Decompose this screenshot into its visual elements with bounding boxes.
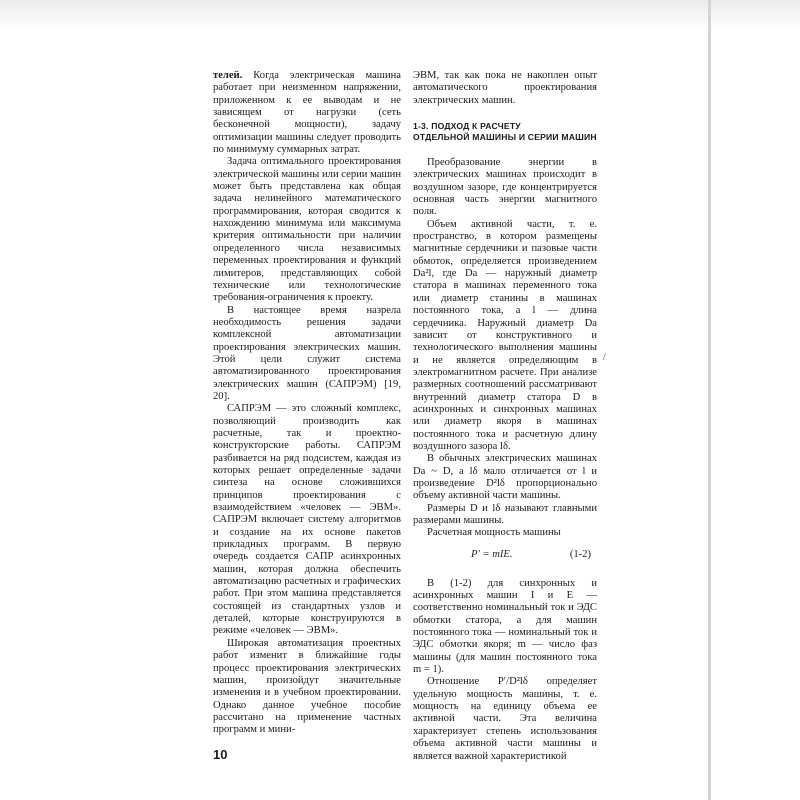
section-heading (413, 121, 597, 143)
paragraph-continuation: ЭВМ, так как пока не накоплен опыт автоматического проектирования электрических машин. (413, 70, 597, 106)
formula-expression: P′ = mIE. (471, 548, 513, 560)
paragraph: Расчетная мощность машины (427, 527, 561, 539)
paragraph: В настоящее время назрела необходимость решения задачи комплексной автоматизации проектирования электрических машин. Этой цели служит система автоматизированного проектирования электрических машин (САПРЭМ) [19, 20]. (213, 304, 401, 402)
paragraph: В обычных электрических машинах Da ~ D, а lδ мало отличается от l и произведение D²lδ пропорционально объему активной части машины. (413, 453, 597, 502)
section-heading-line: 1-3. ПОДХОД К РАСЧЕТУ (413, 121, 521, 132)
formula-number: (1-2) (569, 548, 591, 560)
page-number: 10 (213, 747, 228, 762)
paragraph-lead: телей. (213, 70, 243, 81)
paragraph: Широкая автоматизация проектных работ изменит в ближайшие годы процесс проектирования электрических машин, произойдут значительные изменения и в учебном проектировании. Однако данное учебное пособие рассчитано на применение частных программ и мини- (213, 637, 401, 736)
paragraph: Преобразование энергии в электрических машинах происходит в воздушном зазоре, где концентрируется основная часть энергии магнитного поля. (413, 157, 597, 218)
page-edge (708, 0, 711, 800)
paragraph: телей. Когда электрическая машина работает при неизменном напряжении, приложенном к ее выводам и не зависящем от нагрузки (сеть бесконечной мощности), задачу оптимизации машины следует проводить по минимуму суммарных затрат. (213, 70, 401, 156)
paragraph: Размеры D и lδ называют главными размерами машины. (413, 502, 597, 526)
section-heading-line: ОТДЕЛЬНОЙ МАШИНЫ И СЕРИИ МАШИН (413, 132, 597, 143)
paragraph: САПРЭМ — это сложный комплекс, позволяющий производить как расчетные, так и проектно-конструкторские работы. САПРЭМ разбивается на ряд подсистем, каждая из которых решает определенные задачи синтеза на основе сложившихся принципов проектирования с взаимодействием «человек — ЭВМ». САПРЭМ включает систему алгоритмов и создание на их основе пакетов прикладных программ. В первую очередь создается САПР асинхронных машин, которая должна обеспечить автоматизацию расчетных и графических работ. При этом машина представляется состоящей из стандартных узлов и деталей, которые конструируются в режиме «человек — ЭВМ». (213, 403, 401, 637)
formula (413, 546, 597, 566)
paragraph: Объем активной части, т. е. пространство, в котором размещены магнитные сердечники и пазовые части обмоток, определяется произведением Da²l, где Da — наружный диаметр статора в машинах переменного тока или диаметр станины в машинах постоянного тока, а l — длина сердечника. Наружный диаметр Da зависит от конструктивного и технологического выполнения машины и не является определяющим в электромагнитном расчете. При анализе размерных соотношений рассматривают внутренний диаметр статора D в асинхронных и синхронных машинах или диаметр якоря в машинах постоянного тока и расчетную длину воздушного зазора lδ. (413, 218, 597, 452)
left-column (213, 70, 401, 737)
scan-top-shadow (0, 0, 800, 30)
paragraph: Задача оптимального проектирования электрической машины или серии машин может быть представлена как общая задача нелинейного математического программирования, которая сводится к нахождению минимума или максимума критерия оптимальности при наличии определенного числа независимых переменных проектирования и функций лимитеров, представляющих собой технические или технологические требования-ограничения к проекту. (213, 156, 401, 304)
margin-mark: / (603, 352, 606, 363)
right-column (413, 70, 597, 763)
paragraph: Отношение P′/D²lδ определяет удельную мощность машины, т. е. мощность на единицу объема ее активной части. Эта величина характеризует степень использования объема активной части машины и является важной характеристикой (413, 676, 597, 762)
paragraph: В (1-2) для синхронных и асинхронных машин I и E — соответственно номинальный ток и ЭДС обмотки статора, а для машин постоянного тока — номинальный ток и ЭДС обмотки якоря; m — число фаз машины (для машин постоянного тока m = 1). (413, 577, 597, 676)
